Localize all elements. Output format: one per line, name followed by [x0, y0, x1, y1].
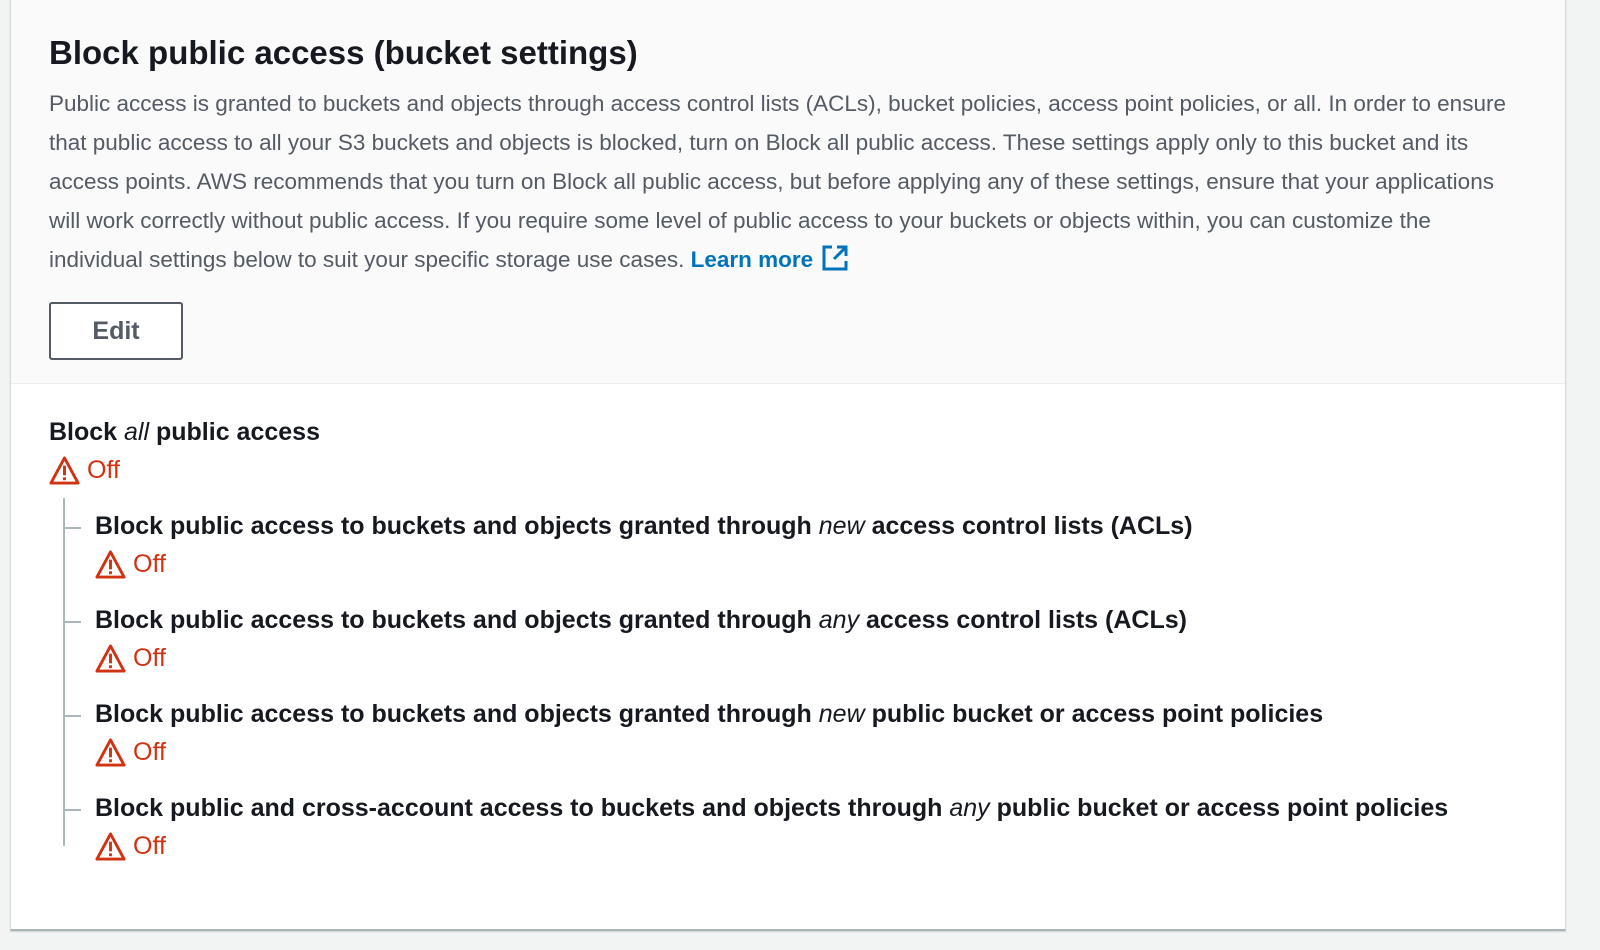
- settings-body: [11, 384, 1565, 864]
- status-text: Off: [133, 550, 166, 578]
- setting-emphasis: new: [818, 512, 865, 540]
- description: [49, 84, 1509, 279]
- block-all-status: [49, 452, 1527, 488]
- edit-button[interactable]: Edit: [49, 302, 183, 360]
- block-all-prefix: Block: [49, 418, 125, 446]
- setting-label: [95, 788, 1527, 828]
- setting-status: [95, 828, 1527, 864]
- setting-suffix: public bucket or access point policies: [864, 700, 1324, 728]
- tree-branch: [63, 809, 81, 811]
- external-link-icon: [821, 244, 849, 272]
- block-all-suffix: public access: [149, 418, 320, 446]
- setting-item: [95, 788, 1527, 864]
- tree-branch: [63, 621, 81, 623]
- block-all-emphasis: all: [124, 418, 150, 446]
- setting-item: [95, 600, 1527, 676]
- setting-prefix: Block public and cross-account access to buckets and objects through: [95, 794, 950, 822]
- settings-tree: [63, 506, 1527, 864]
- setting-emphasis: new: [818, 700, 865, 728]
- page-title: Block public access (bucket settings): [49, 34, 638, 71]
- setting-suffix: access control lists (ACLs): [859, 606, 1187, 634]
- status-text: Off: [87, 456, 120, 484]
- setting-status: [95, 640, 1527, 676]
- setting-label: [95, 694, 1527, 734]
- learn-more-label: Learn more: [690, 247, 814, 272]
- warning-icon: [49, 455, 80, 486]
- warning-icon: [95, 831, 126, 862]
- panel-header: [11, 0, 1565, 384]
- block-all-label: [49, 412, 1527, 452]
- status-text: Off: [133, 738, 166, 766]
- setting-label: [95, 506, 1527, 546]
- description-text: Public access is granted to buckets and objects through access control lists (ACLs), bucket policies, access point policies, or all. In order to ensure that public access to all your S3 buckets and objects is blocked, turn on Block all public access. These settings apply only to this bucket and its access points. AWS recommends that you turn on Block all public access, but before applying any of these settings, ensure that your applications will work correctly without public access. If you require some level of public access to your buckets or objects within, you can customize the individual settings below to suit your specific storage use cases.: [49, 91, 1506, 272]
- setting-prefix: Block public access to buckets and objects granted through: [95, 606, 819, 634]
- setting-prefix: Block public access to buckets and objects granted through: [95, 700, 819, 728]
- tree-branch: [63, 715, 81, 717]
- tree-branch: [63, 527, 81, 529]
- setting-status: [95, 546, 1527, 582]
- warning-icon: [95, 737, 126, 768]
- status-text: Off: [133, 644, 166, 672]
- learn-more-link[interactable]: [691, 247, 850, 272]
- setting-emphasis: any: [818, 606, 860, 634]
- setting-item: [95, 506, 1527, 582]
- warning-icon: [95, 549, 126, 580]
- tree-connector: [63, 498, 65, 846]
- status-text: Off: [133, 832, 166, 860]
- setting-emphasis: any: [949, 794, 990, 822]
- setting-prefix: Block public access to buckets and objects granted through: [95, 512, 819, 540]
- setting-suffix: access control lists (ACLs): [864, 512, 1193, 540]
- warning-icon: [95, 643, 126, 674]
- setting-status: [95, 734, 1527, 770]
- bucket-settings-panel: [10, 0, 1566, 931]
- setting-label: [95, 600, 1527, 640]
- setting-suffix: public bucket or access point policies: [989, 794, 1449, 822]
- setting-item: [95, 694, 1527, 770]
